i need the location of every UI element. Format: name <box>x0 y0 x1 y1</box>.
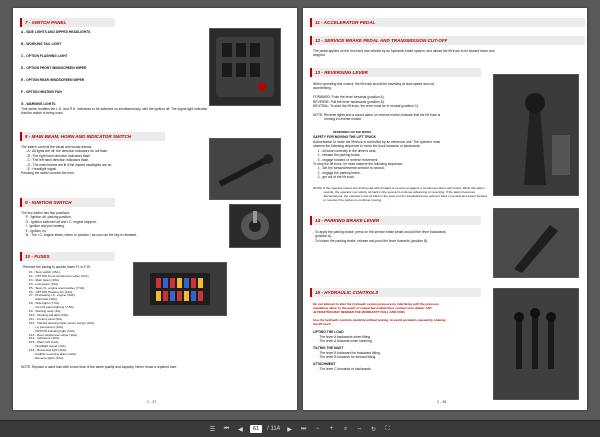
section-heading-switch-panel: 7 - SWITCH PANEL <box>20 18 115 27</box>
switch-panel-item-b: B - WORKING TAIL LIGHT <box>21 42 62 46</box>
page-total-label: / 114 <box>267 426 281 432</box>
previous-page-icon[interactable]: ◀ <box>238 426 243 433</box>
fuses-intro: - Remove the casing to access fuses F1 to F19. <box>21 265 91 269</box>
first-page-icon[interactable]: ⏮ <box>223 425 230 432</box>
ignition-key-illustration <box>230 205 280 247</box>
lifting-heading: LIFTING THE LOAD <box>313 330 344 334</box>
search-icon[interactable]: ⌕ <box>343 425 348 432</box>
next-page-icon[interactable]: ▶ <box>287 426 292 433</box>
switch-panel-item-e: E - OPTION REAR WINDSCREEN WIPER <box>21 78 85 82</box>
switch-panel-description: This switch enables the L.H. and R.H. indicators to be switched on simultaneously, with the ignition off. The signal light indicates that the switch is being used. <box>21 107 208 116</box>
fuse-list: F1 - Stop switch (15A). F2 - OPTION Front windscreen wiper (10A). F3 - Main beam (15A). F4 - Low beam (15A). F5 - Stop I.C. engine electrovalve (7.5A). F6 - OPTION Heating fan (10A). F7 - Preheating I.C. engine (30A). - Alternator (20A). F8 - Side lights (7.5A). - Control panel lighting (7.5A). F9 - Starting relay (3A). F10 - Working tail light (10A). F11 - Control panel (5A). F12 - Hazard warning lights power supply (10A). - (+) permanent (10A). - OPTION Flashing light (10A). F13 - Rear windscreen wiper (10A). F14 - Indicators (10A). F15 - Warn bell (10A). - Headlight signal (10A). F16 - Reversing light (10A). - Audible reversing alarm (10A). - Reverse lights (10A). <box>29 270 96 360</box>
hydraulic-controls-photo <box>493 288 579 400</box>
fullscreen-icon[interactable]: ⛶ <box>385 425 390 432</box>
hydraulic-warning-jerking: Use the hydraulic controls carefully without jerking, to avoid accidents caused by shaking the lift truck. <box>313 318 446 326</box>
safety-subheading: DEPENDING ON THE MODEL <box>333 130 372 134</box>
parking-brake-photo <box>493 208 579 278</box>
switch-panel-item-d: D - OPTION FRONT WINDSCREEN WIPER <box>21 66 87 70</box>
fit-width-icon[interactable]: ⇔ <box>356 426 363 432</box>
attachment-description: - The lever C forwards or backwards. <box>313 367 372 371</box>
section-heading-hydraulic-controls: 15 - HYDRAULIC CONTROLS <box>310 288 481 297</box>
page-number-input[interactable]: 61 <box>250 425 262 433</box>
fuse-box-illustration <box>134 263 226 315</box>
tilting-description: - The lever B backward for backward tilting. - The lever B forwards for forward tilting. <box>317 351 381 360</box>
page-number-left: 2 - 37 <box>147 400 157 404</box>
attachment-heading: ATTACHMENT <box>313 362 336 366</box>
page-number-right: 2 - 38 <box>437 400 447 404</box>
section-heading-accelerator: 11 - ACCELERATOR PEDAL <box>310 18 585 27</box>
document-page-right <box>303 8 587 410</box>
indicator-switch-photo <box>209 138 281 200</box>
section-heading-ignition: 9 - IGNITION SWITCH <box>20 198 115 207</box>
section-heading-main-beam: 8 - MAIN BEAM, HORN AND INDICATOR SWITCH <box>20 132 165 141</box>
indicator-switch-illustration <box>210 139 280 199</box>
fuse-note: NOTE: Replace a used fuse with a new fuse of the same quality and capacity. Never reuse a repaired fuse. <box>21 365 178 369</box>
switch-panel-item-a: A - SIDE LIGHTS AND DIPPED HEADLIGHTS <box>21 30 91 34</box>
fuse-box-photo <box>133 262 227 316</box>
reversing-lever-photo <box>493 74 579 196</box>
tilting-heading: TILTING THE MAST <box>313 346 344 350</box>
last-page-icon[interactable]: ⏭ <box>300 425 307 432</box>
switch-panel-illustration <box>210 29 280 105</box>
sidebar-toggle-icon[interactable]: ☰ <box>209 426 216 433</box>
reversing-alarm-note: NOTE: If the operator leaves the driving cab with forward or reverse engaged, a continuous alarm will sound. While this alarm sounds, the operator can simply sit back in the seat and continue advancing or reversing. If the alarm becomes discontinuous, the operator must sit back in the seat, put the forward/reverse selector back in neutral and select forward or reverse if he wishes to continue moving. <box>313 186 488 202</box>
section-heading-service-brake: 12 - SERVICE BRAKE PEDAL AND TRANSMISSION CUT-OFF <box>310 36 585 45</box>
switch-panel-item-c: C - OPTION FLASHING LIGHT <box>21 54 68 58</box>
switch-panel-item-g: G - WARNING LIGHTS <box>21 102 56 106</box>
document-page-left <box>13 8 297 410</box>
lifting-description: - The lever A backwards when lifting. - The lever A forwards when lowering. <box>317 335 373 344</box>
section-heading-reversing-lever: 13 - REVERSING LEVER <box>310 68 481 77</box>
rotate-icon[interactable]: ↻ <box>371 426 377 433</box>
zoom-in-icon[interactable]: + <box>329 426 334 432</box>
section-heading-parking-brake: 14 - PARKING BRAKE LEVER <box>310 216 481 225</box>
main-beam-description: The switch controls the visual and sound alarms. - A : All lights are off, the direction indicators do not flash. - B : The right hand direction indicators flash. - C : The left hand direction indicators flash. - D : The main beams are lit if the dipped headlights are on. - E : Headlight signal. Pressing the switch sounds the horn. <box>21 145 113 176</box>
reversing-lever-illustration <box>494 75 578 195</box>
hydraulic-levers-illustration <box>494 289 578 399</box>
ignition-description: The key switch has five positions: P - Ignition off, parking position. O - Ignition switched off and I.C. engine stopped. I - Ignition and pre-heating. II - Ignition on. III - The I.C. engine starts; return to position I as soon as the key is released. <box>21 211 138 238</box>
parking-brake-description: - To apply the parking brake, press on the service brake pedal and pull the lever backwards (position A). - To loosen the parking brake, release and push the lever forwards (position B). <box>313 230 446 243</box>
service-brake-description: The pedal applies on the front and rear wheels by an hydraulic brake system, and allows the lift truck to be slowed down and stopped. <box>313 49 495 58</box>
hydraulic-warning-pressure: Do not attempt to alter the hydraulic system pressure by interfering with the pressure regulating valve. In the event of suspected malfunction, contact your dealer. ANY ALTERATION MAY RENDER THE WARRANTY NULL AND VOID. <box>313 302 439 314</box>
section-heading-fuses: 10 - FUSES <box>20 252 115 261</box>
ignition-switch-photo <box>229 204 281 248</box>
viewer-toolbar <box>0 420 600 437</box>
safety-heading: SAFETY FOR MOVING THE LIFT TRUCK <box>313 135 376 139</box>
switch-panel-photo <box>209 28 281 106</box>
safety-description: Authorisation to move the lift truck is controlled by an electronic unit. The operator must observe the following sequence to move the truck forwards or backwards: 1 - sit down correctly in the driver's seat, 2 - release the parking brake, 3 - engage forward or reverse movement. To stop the lift truck, he must observe the following sequence: 1 - Set the forward/reverse selector to neutral, 2 - engage the parking brake, 3 - get out of the lift truck. <box>313 140 441 180</box>
parking-brake-illustration <box>494 209 578 277</box>
zoom-out-icon[interactable]: − <box>315 426 320 432</box>
switch-panel-item-f: F - OPTION HEATING FAN <box>21 90 62 94</box>
reversing-lever-description: When operating this control, the lift truck should be travelling at slow speed and not accelerating. FORWARD: Push the lever forwards (position A). REVERSE: Pull the lever backwards (position B). NEUTRAL: To start the lift truck, the lever must be in neutral (position C). NOTE: Reverse lights and a sound alarm on reverse motion indicate that the lift truck is running in reverse motion. <box>313 82 441 122</box>
